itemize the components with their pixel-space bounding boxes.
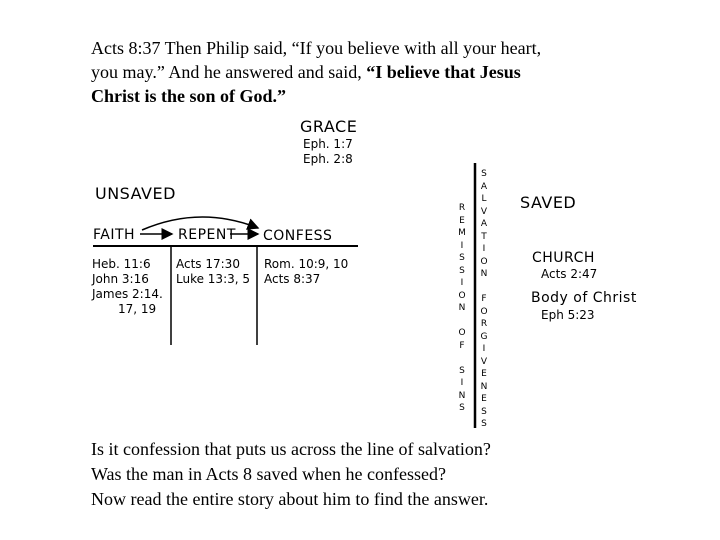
quote-line-2-bold: “I believe that Jesus bbox=[366, 62, 521, 82]
grace-ref-1: Eph. 1:7 bbox=[303, 137, 353, 151]
confess-ref-1: Rom. 10:9, 10 bbox=[264, 257, 349, 271]
vertical-letter: S bbox=[481, 406, 487, 417]
vertical-letter: S bbox=[459, 265, 465, 276]
faith-ref-1: Heb. 11:6 bbox=[92, 257, 151, 271]
footer-text bbox=[91, 437, 691, 512]
repent-ref-2: Luke 13:3, 5 bbox=[176, 272, 251, 286]
church-label: CHURCH bbox=[532, 250, 595, 266]
footer-line-3: Now read the entire story about him to find the answer. bbox=[91, 489, 489, 509]
vertical-letter: N bbox=[458, 390, 466, 401]
church-ref: Acts 2:47 bbox=[541, 267, 598, 281]
vertical-letter: S bbox=[481, 169, 487, 179]
vertical-letter bbox=[456, 315, 468, 328]
vertical-letter bbox=[456, 352, 468, 365]
repent-label: REPENT bbox=[178, 227, 236, 243]
body-of-christ-label: Body of Christ bbox=[531, 290, 637, 306]
vertical-letter: I bbox=[460, 378, 464, 388]
vertical-letter: O bbox=[458, 328, 466, 338]
vertical-letter: N bbox=[458, 303, 466, 313]
vertical-letter: S bbox=[459, 365, 465, 376]
saved-label: SAVED bbox=[520, 193, 577, 212]
vertical-letter: I bbox=[482, 344, 486, 354]
vertical-letter: S bbox=[459, 403, 465, 413]
vertical-letter: E bbox=[481, 369, 487, 379]
vertical-letter: F bbox=[459, 340, 465, 351]
vertical-letter: R bbox=[458, 203, 466, 213]
faith-ref-2: John 3:16 bbox=[92, 272, 149, 286]
faith-ref-4: 17, 19 bbox=[118, 302, 157, 316]
salvation-forgiveness-vertical bbox=[478, 168, 490, 431]
vertical-letter: I bbox=[460, 278, 464, 288]
vertical-letter bbox=[478, 281, 490, 294]
vertical-letter: L bbox=[481, 194, 487, 204]
vertical-letter: M bbox=[458, 228, 466, 238]
vertical-letter: O bbox=[458, 290, 466, 301]
vertical-letter: E bbox=[481, 394, 487, 404]
quote-line-1: Acts 8:37 Then Philip said, “If you believe with all your heart, bbox=[91, 38, 542, 58]
footer-line-2: Was the man in Acts 8 saved when he confessed? bbox=[91, 464, 446, 484]
vertical-letter: V bbox=[480, 206, 488, 217]
confess-ref-2: Acts 8:37 bbox=[264, 272, 321, 286]
vertical-letter: T bbox=[481, 231, 487, 242]
vertical-letter: O bbox=[480, 256, 488, 267]
vertical-letter: E bbox=[459, 215, 465, 226]
vertical-letter: I bbox=[482, 244, 486, 254]
faith-label: FAITH bbox=[93, 227, 136, 243]
repent-ref-1: Acts 17:30 bbox=[176, 257, 240, 271]
unsaved-label: UNSAVED bbox=[95, 184, 176, 203]
vertical-letter: N bbox=[480, 381, 488, 392]
remission-of-sins-vertical bbox=[456, 202, 468, 415]
grace-title: GRACE bbox=[300, 117, 358, 136]
body-of-christ-ref: Eph 5:23 bbox=[541, 308, 595, 322]
confess-label: CONFESS bbox=[263, 228, 333, 244]
vertical-letter: A bbox=[480, 219, 488, 229]
footer-line-1: Is it confession that puts us across the line of salvation? bbox=[91, 439, 491, 459]
vertical-letter: A bbox=[480, 181, 488, 192]
vertical-letter: I bbox=[460, 240, 464, 251]
vertical-letter: N bbox=[480, 269, 488, 279]
faith-ref-3: James 2:14. bbox=[92, 287, 163, 301]
vertical-letter: S bbox=[481, 419, 487, 429]
vertical-letter: O bbox=[480, 306, 488, 317]
vertical-letter: G bbox=[480, 331, 488, 342]
quote-line-2-plain: you may.” And he answered and said, bbox=[91, 62, 367, 82]
grace-ref-2: Eph. 2:8 bbox=[303, 152, 353, 166]
vertical-letter: R bbox=[480, 319, 488, 329]
quote-line-3: Christ is the son of God.” bbox=[91, 86, 287, 106]
vertical-letter: S bbox=[459, 253, 465, 263]
vertical-letter: V bbox=[480, 356, 488, 367]
vertical-letter: F bbox=[481, 294, 487, 304]
